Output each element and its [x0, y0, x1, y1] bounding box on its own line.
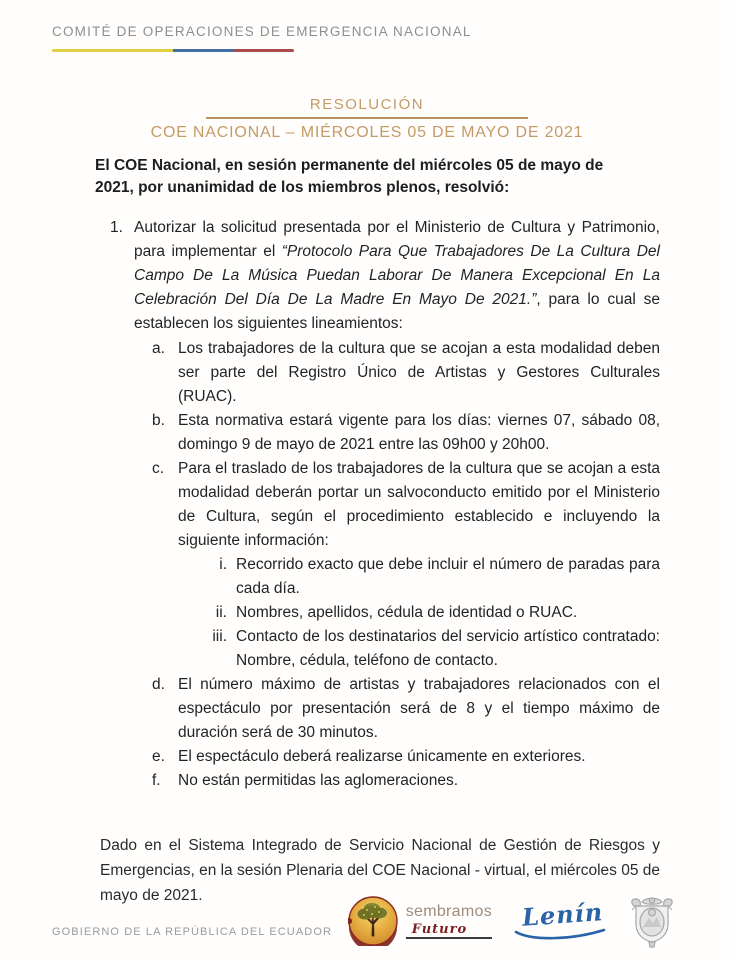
sublist-item-marker: iii.	[212, 628, 227, 645]
sembramos-wordmark	[406, 904, 492, 939]
closing-paragraph: Dado en el Sistema Integrado de Servicio Nacional de Gestión de Riesgos y Emergencias, en la sesión Plenaria del COE Nacional - virtual, el miércoles 05 de mayo de 2021.	[100, 837, 660, 904]
sublist-item-iii	[206, 625, 660, 673]
lenin-signature-text: Lenín	[521, 897, 605, 932]
list-item-a	[152, 337, 660, 409]
sembramos-word: sembramos	[405, 902, 492, 920]
item-text-after: , para lo cual se establecen los siguientes lineamientos:	[134, 291, 660, 332]
list-item-d	[152, 673, 660, 745]
item-text	[134, 216, 660, 336]
flag-red-segment	[234, 49, 295, 52]
item-text-before: Autorizar la solicitud presentada por el Ministerio de Cultura y Patrimonio, para implementar el	[134, 219, 660, 260]
item-body	[134, 216, 660, 793]
sublist-item-text: Contacto de los destinatarios del servicio artístico contratado: Nombre, cédula, teléfono de contacto.	[236, 628, 660, 669]
futuro-word: Futuro	[406, 921, 492, 939]
flag-blue-segment	[173, 49, 234, 52]
resolution-item-1	[110, 216, 660, 793]
roman-sublist	[178, 553, 660, 673]
lineamientos-list	[134, 337, 660, 793]
footer-logos	[348, 894, 676, 948]
list-item-marker: c.	[152, 460, 165, 477]
list-item-body	[178, 457, 660, 673]
title-divider	[206, 117, 528, 119]
protocol-quote: “Protocolo Para Que Trabajadores De La Cultura Del Campo De La Música Puedan Laborar De Manera Excepcional En La Celebración Del Día De La Madre En Mayo De 2021.”	[134, 243, 660, 308]
document-header	[52, 24, 472, 52]
intro-paragraph: El COE Nacional, en sesión permanente del miércoles 05 de mayo de 2021, por unanimidad de los miembros plenos, resolvió:	[95, 157, 604, 196]
list-item-text: No están permitidas las aglomeraciones.	[178, 772, 458, 789]
list-item-text: Para el traslado de los trabajadores de la cultura que se acojan a esta modalidad deberán portar un salvoconducto emitido por el Ministerio de Cultura, según el procedimiento establecido e incluyendo la siguiente información:	[178, 460, 660, 549]
list-item-marker: d.	[152, 676, 165, 693]
ecuador-flag-line	[52, 49, 294, 52]
resolution-title: RESOLUCIÓN	[309, 96, 425, 113]
list-item-marker: b.	[152, 412, 165, 429]
list-item-marker: a.	[152, 340, 165, 357]
document-footer	[0, 890, 734, 954]
sembramos-futuro-logo	[348, 896, 492, 946]
sublist-item-text: Nombres, apellidos, cédula de identidad o RUAC.	[236, 604, 578, 621]
list-item-text: El número máximo de artistas y trabajadores relacionados con el espectáculo por presentación será de 8 y el tiempo máximo de duración será de 30 minutos.	[178, 676, 660, 741]
header-title: COMITÉ DE OPERACIONES DE EMERGENCIA NACIONAL	[52, 24, 472, 39]
session-subtitle: COE NACIONAL – MIÉRCOLES 05 DE MAYO DE 2021	[150, 124, 584, 141]
sublist-item-i	[206, 553, 660, 601]
title-block	[0, 96, 734, 142]
list-item-text: Esta normativa estará vigente para los días: viernes 07, sábado 08, domingo 9 de mayo de 2021 entre las 09h00 y 20h00.	[178, 412, 660, 453]
flag-yellow-segment	[52, 49, 173, 52]
item-number: 1.	[110, 219, 123, 236]
list-item-e	[152, 745, 660, 769]
list-item-marker: f.	[152, 772, 161, 789]
lenin-signature-swoosh	[514, 928, 606, 942]
sublist-item-text: Recorrido exacto que debe incluir el número de paradas para cada día.	[236, 556, 660, 597]
sublist-item-marker: i.	[219, 556, 227, 573]
sembramos-tree-icon	[348, 896, 398, 946]
lenin-signature	[514, 898, 606, 944]
list-item-marker: e.	[152, 748, 165, 765]
sublist-item-ii	[206, 601, 660, 625]
ecuador-coat-of-arms-icon	[628, 894, 676, 948]
list-item-b	[152, 409, 660, 457]
government-label: GOBIERNO DE LA REPÚBLICA DEL ECUADOR	[52, 926, 333, 938]
list-item-f	[152, 769, 660, 793]
sublist-item-marker: ii.	[215, 604, 227, 621]
list-item-c	[152, 457, 660, 673]
list-item-text: Los trabajadores de la cultura que se acojan a esta modalidad deben ser parte del Registro Único de Artistas y Gestores Culturales (RUAC).	[178, 340, 660, 405]
list-item-text: El espectáculo deberá realizarse únicamente en exteriores.	[178, 748, 586, 765]
